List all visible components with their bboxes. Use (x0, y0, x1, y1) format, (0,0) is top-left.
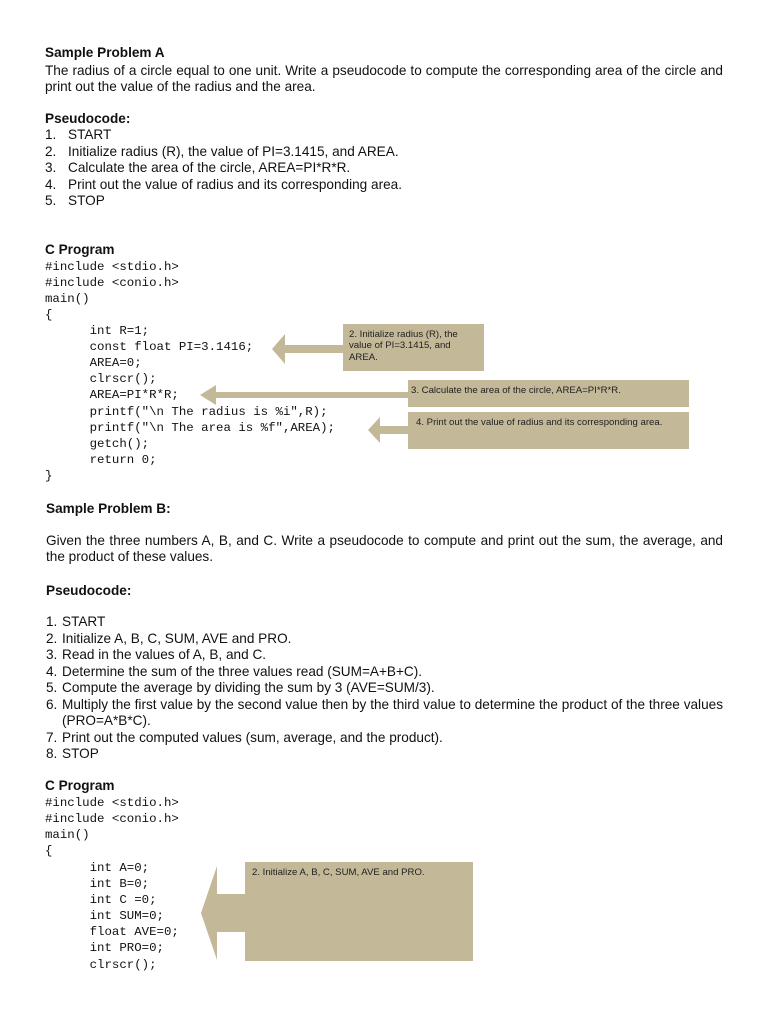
step-text: Compute the average by dividing the sum by 3 (AVE=SUM/3). (62, 680, 435, 695)
list-item (46, 697, 723, 730)
code-line: #include <stdio.h> (45, 796, 179, 810)
step-text: Determine the sum of the three values read (SUM=A+B+C). (62, 664, 423, 679)
code-line: #include <conio.h> (45, 812, 179, 826)
step-number: 3. (45, 160, 57, 175)
step-text: Calculate the area of the circle, AREA=PI*R*R. (68, 160, 351, 175)
step-number: 1. (46, 614, 58, 629)
code-line: int SUM=0; (45, 909, 164, 923)
callout-print-values: 4. Print out the value of radius and its corresponding area. (408, 412, 689, 449)
step-number: 2. (46, 631, 58, 646)
left-arrow-icon (201, 866, 247, 960)
code-line: clrscr(); (45, 958, 157, 972)
code-line: AREA=PI*R*R; (45, 388, 179, 402)
code-line: getch(); (45, 437, 150, 451)
left-arrow-icon (368, 417, 412, 443)
code-line: } (45, 469, 53, 483)
code-line: #include <stdio.h> (45, 260, 179, 274)
problem-b-pseudocode-heading: Pseudocode: (46, 583, 132, 598)
code-line: main() (45, 292, 90, 306)
code-line: main() (45, 828, 90, 842)
step-number: 2. (45, 144, 57, 159)
code-line: int PRO=0; (45, 941, 164, 955)
left-arrow-icon (272, 334, 346, 364)
code-line: AREA=0; (45, 356, 142, 370)
step-text: Print out the computed values (sum, average, and the product). (62, 730, 443, 745)
code-line: const float PI=3.1416; (45, 340, 254, 354)
step-number: 8. (46, 746, 58, 761)
step-number: 4. (46, 664, 58, 679)
step-number: 1. (45, 127, 57, 142)
code-line: int C =0; (45, 893, 157, 907)
step-text: Print out the value of radius and its corresponding area. (68, 177, 403, 192)
callout-calculate-area: 3. Calculate the area of the circle, AREA=PI*R*R. (408, 380, 689, 407)
code-line: int B=0; (45, 877, 150, 891)
code-line: { (45, 844, 53, 858)
step-text: Read in the values of A, B, and C. (62, 647, 267, 662)
step-text: Initialize radius (R), the value of PI=3.1415, and AREA. (68, 144, 399, 159)
step-text: START (62, 614, 106, 629)
code-line: { (45, 308, 53, 322)
problem-a-description: The radius of a circle equal to one unit. Write a pseudocode to compute the corresponding area of the circle and print out the value of the radius and the area. (45, 63, 723, 95)
left-arrow-icon (200, 385, 412, 405)
problem-b-heading: Sample Problem B: (46, 501, 171, 516)
callout-initialize-radius: 2. Initialize radius (R), the value of PI=3.1415, and AREA. (343, 324, 484, 371)
code-line: float AVE=0; (45, 925, 179, 939)
code-line: int A=0; (45, 861, 150, 875)
step-number: 7. (46, 730, 58, 745)
code-line: clrscr(); (45, 372, 157, 386)
step-text: Initialize A, B, C, SUM, AVE and PRO. (62, 631, 292, 646)
callout-initialize-variables: 2. Initialize A, B, C, SUM, AVE and PRO. (245, 862, 473, 961)
step-text: START (68, 127, 112, 142)
step-text: Multiply the first value by the second value then by the third value to determine the product of the three values (PRO=A*B*C). (62, 697, 723, 729)
code-line: printf("\n The radius is %i",R); (45, 405, 328, 419)
step-number: 5. (45, 193, 57, 208)
problem-a-pseudocode-heading: Pseudocode: (45, 111, 131, 126)
step-number: 6. (46, 697, 58, 712)
code-line: return 0; (45, 453, 157, 467)
step-number: 4. (45, 177, 57, 192)
code-line: printf("\n The area is %f",AREA); (45, 421, 335, 435)
step-number: 5. (46, 680, 58, 695)
problem-b-c-program-heading: C Program (45, 778, 115, 793)
problem-a-heading: Sample Problem A (45, 45, 165, 60)
problem-a-c-program-heading: C Program (45, 242, 115, 257)
code-line: #include <conio.h> (45, 276, 179, 290)
code-line: int R=1; (45, 324, 150, 338)
step-text: STOP (68, 193, 105, 208)
step-text: STOP (62, 746, 99, 761)
problem-b-description: Given the three numbers A, B, and C. Write a pseudocode to compute and print out the sum, the average, and the product of these values. (46, 533, 723, 565)
step-number: 3. (46, 647, 58, 662)
